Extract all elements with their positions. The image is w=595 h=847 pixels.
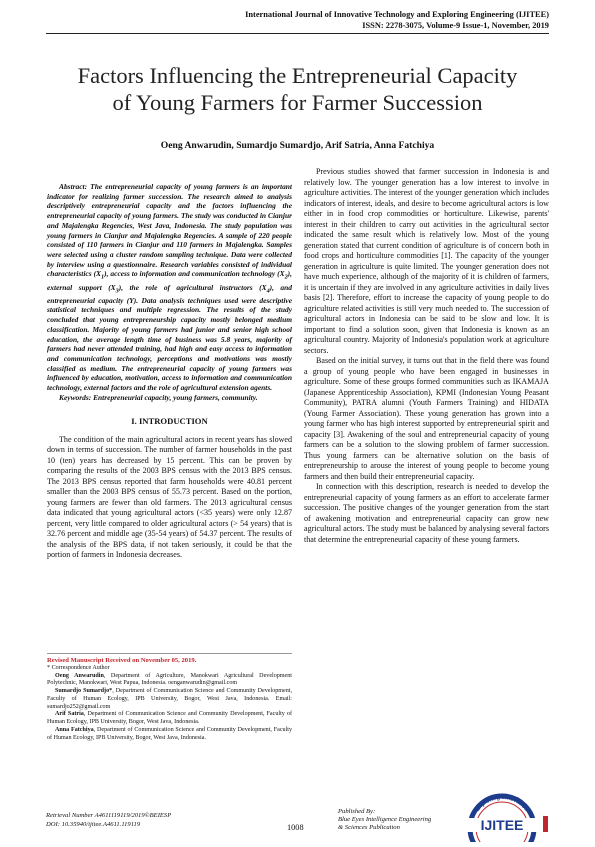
left-column [47, 182, 292, 561]
intro-paragraph: The condition of the main agricultural actors in recent years has slowed down in terms of succession. The number of farmer households in the past 10 (ten) years has decreased by 15 percent. This can be proven by comparing the results of the 2003 BPS census with the 2013 BPS census. The 2013 BPS census reported that farm households were 40.81 percent smaller than the 2003 BPS census of 55.73 percent. Based on the portion, young farmers are fewer than old farmers. The 2013 agricultural census data indicated that young agricultural actors (<35 years) were only 12.87 percent, very little compared to older agricultural actors (> 54 years) that is 32.76 percent and middle age (35-54 years) of 54.37 percent. The results of the analysis of the BPS data, if not taken seriously, it could be that the portion of farmers in Indonesia decreases. [47, 434, 292, 560]
body-paragraph-2: Previous studies showed that farmer succession in Indonesia is and relatively low. The younger generation has a low interest to involve in agriculture activities. The interest of the younger generation which includes indicators of interest, ideals, and desire to become agricultural actors is low either in in food crop commodities or horticulture. Likewise, parents' interest in their children to carry out activities in the agricultural sector indicated the same result which is relatively low. Most of the young generation stated that current condition of agriculture is of concern both in food crops and horticulture commodities [1]. The capacity of the younger generation in agriculture is quite limited. The younger generation does not have much experience, although of the majority of it is children of farmers, it is uncertain if they are involved in any agriculture activities in daily lives basis [2]. Therefore, effort to increase the capacity of young people to do agriculture related activities is still very much needed to. The succession of agricultural actors in Indonesia can be said to be slow and low. It is important to find a solution soon, given that Indonesia is known as an agricultural country. Majority of Indonesia's population work at agriculture sectors. [304, 167, 549, 355]
logo-name: IJITEE [480, 817, 524, 833]
page-number: 1008 [287, 823, 304, 832]
abstract-label: Abstract [59, 182, 85, 191]
keywords: Keywords: Entrepreneurial capacity, young farmers, community. [59, 392, 258, 402]
author-affiliation: Anna Fatchiya, Department of Communication Science and Community Development, Faculty of Human Ecology, IPB University, Bogor, West Java, Indonesia. [47, 726, 292, 741]
ijitee-logo-graphic [455, 784, 549, 842]
logo-arc-text: Exploring Innovation [475, 794, 529, 813]
header-rule [46, 33, 549, 34]
abstract: Abstract: The entrepreneurial capacity of young farmers is an important indicator for realizing farmer succession. The research aimed to analysis descriptively entrepreneurial capacity and the factors influencing the entrepreneurial capacity of young farmers. The study was conducted in Cianjur and Majalengka Regencies, West Java, Indonesia. The study population was young farmers in Cianjur and Majalengka Regencies. A sample of 220 people consisted of 110 farmers in Cianjur and 110 farmers in Majalengka. Samples were selected using a cluster random sampling technique. Data were collected by interview using a questionnaire. Research variables consisted of individual characteristics $(X_1)$, access to information and communication technology $(X_2)$, external support $(X_3)$, the role of agricultural instructors $(X_4)$, and entrepreneurial capacity (Y). Data analysis techniques used were descriptive statistical techniques and multiple regression. The results of the study concluded that young entrepreneurship capacity mostly belonged medium classification. Majority of young farmers had junior and senior high school education, the average length time of business was 5.8 years, majority of farmers had never attended training, had high and easy access to information and communication technology, perceptions and motivations was mostly classified as medium. The entrepreneurial capacity of young farmers was influenced by education, motivation, access to information and communication technology, external factors and the role of agricultural extension agents. [47, 182, 293, 393]
body-paragraph-4: In connection with this description, research is needed to develop the entrepreneurial capacity of young farmers as an effort to accelerate farmer succession. The positive changes of the younger generation from the start of awakening motivation and entrepreneurial capacity can grow new agricultural actors. The study must be balanced by analysing several factors that determine the entrepreneurial capacity of these young farmers. [304, 482, 549, 544]
title-line-1: Factors Influencing the Entrepreneurial Capacity [77, 63, 518, 88]
body-paragraph-3: Based on the initial survey, it turns out that in the field there was found a group of young people who have been engaged in businesses in agriculture. Some of these groups formed communities such as IKAMAJA (Japanese Apprenticeship Association), KPMI (Indonesian Young Peasant Community), PATRA alumni (Youth Farmers Training) and HIDATA (Young Farmer Association). These young generation has grown into a young farmer who has high interest supported by entrepreneurial spirit and capacity [3]. Awakening of the soul and entrepreneurial capacity of young farmers can be a solution to the slowing problem of farmer succession. Thus young farmers can be alternative solution on the basis of entrepreneurship to arouse the interest of young people to become young farmers and then build their entrepreneurial capacity. [304, 356, 549, 481]
author-affiliation: Arif Satria, Department of Communication Science and Community Development, Faculty of Human Ecology, IPB University, Bogor, West Java, Indonesia. [47, 711, 292, 725]
publisher-info: Published By: Blue Eyes Intelligence Engineering & Sciences Publication [338, 808, 432, 831]
retrieval-info [46, 812, 171, 829]
journal-header: International Journal of Innovative Technology and Exploring Engineering (IJITEE) [245, 10, 549, 19]
revised-note: Revised Manuscript Received on November 05, 2019. [47, 657, 197, 664]
right-column [304, 167, 549, 545]
doi: DOI: 10.35940/ijitee.A4611.119119 [46, 820, 141, 828]
correspondence-note: * Correspondence Author [47, 664, 110, 671]
paper-title [40, 62, 555, 116]
footnotes [47, 657, 292, 742]
issn-header: ISSN: 2278-3075, Volume-9 Issue-1, November, 2019 [362, 21, 549, 30]
keywords-label: Keywords [59, 392, 89, 402]
author-list: Oeng Anwarudin, Sumardjo Sumardjo, Arif Satria, Anna Fatchiya [160, 140, 435, 151]
footnote-rule [47, 653, 292, 654]
title-line-2: of Young Farmers for Farmer Succession [112, 90, 483, 115]
author-affiliation: Sumardjo Sumardjo*, Department of Communication Science and Community Development, Faculty of Human Ecology, IPB University, Bogor, West Java, Indonesia. Email: sumardjo252@gmail.com [47, 688, 292, 710]
retrieval-number: Retrieval Number A4611119119/2019©BEIESP [46, 812, 172, 819]
ijitee-logo [455, 784, 549, 842]
author-affiliation: Oeng Anwarudin, Department of Agriculture, Manokwari Agricultural Development Polytechnic, Manokwari, West Papua, Indonesia. oenganwarudin@gmail.com [47, 672, 292, 687]
section-heading-introduction: I. INTRODUCTION [131, 416, 208, 427]
